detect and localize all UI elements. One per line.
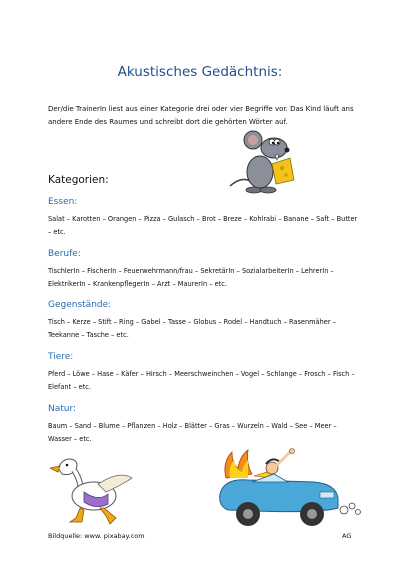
intro-paragraph: Der/die TrainerIn liest aus einer Kategorie drei oder vier Begriffe vor. Das Kind läuft ans andere Ende des Raumes und schreibt dort die gehörten Wörter auf. bbox=[48, 105, 354, 126]
footer-initials: AG bbox=[342, 532, 352, 540]
section-text-berufe: TischlerIn – FischerIn – Feuerwehrmann/frau – SekretärIn – SozialarbeiterIn – LehrerIn – ElektrikerIn – KrankenpflegerIn – Arzt – MaurerIn – etc. bbox=[48, 267, 334, 288]
categories-heading: Kategorien: bbox=[48, 174, 109, 186]
section-heading-berufe: Berufe: bbox=[48, 249, 81, 259]
car-illustration bbox=[218, 448, 363, 532]
mouse-illustration bbox=[220, 128, 306, 194]
footer-image-source: Bildquelle: www. pixabay.com bbox=[48, 532, 145, 540]
section-heading-essen: Essen: bbox=[48, 197, 78, 207]
section-text-tiere: Pferd – Löwe – Hase – Käfer – Hirsch – Meerschweinchen – Vogel – Schlange – Frosch – Fisch – Elefant – etc. bbox=[48, 370, 355, 391]
page-title: Akustisches Gedächtnis: bbox=[117, 64, 283, 80]
goose-illustration bbox=[50, 452, 140, 528]
section-text-gegenstaende: Tisch – Kerze – Stift – Ring – Gabel – Tasse – Globus – Rodel – Handtuch – Rasenmäher – Teekanne – Tasche – etc. bbox=[48, 318, 336, 339]
section-heading-gegenstaende: Gegenstände: bbox=[48, 300, 112, 310]
section-heading-natur: Natur: bbox=[48, 404, 77, 414]
section-text-essen: Salat – Karotten – Orangen – Pizza – Gulasch – Brot – Breze – Kohlrabi – Banane – Saft – Butter – etc. bbox=[48, 215, 358, 236]
section-heading-tiere: Tiere: bbox=[48, 352, 74, 362]
section-text-natur: Baum – Sand – Blume – Pflanzen – Holz – Blätter – Gras – Wurzeln – Wald – See – Meer – Wasser – etc. bbox=[48, 422, 337, 443]
